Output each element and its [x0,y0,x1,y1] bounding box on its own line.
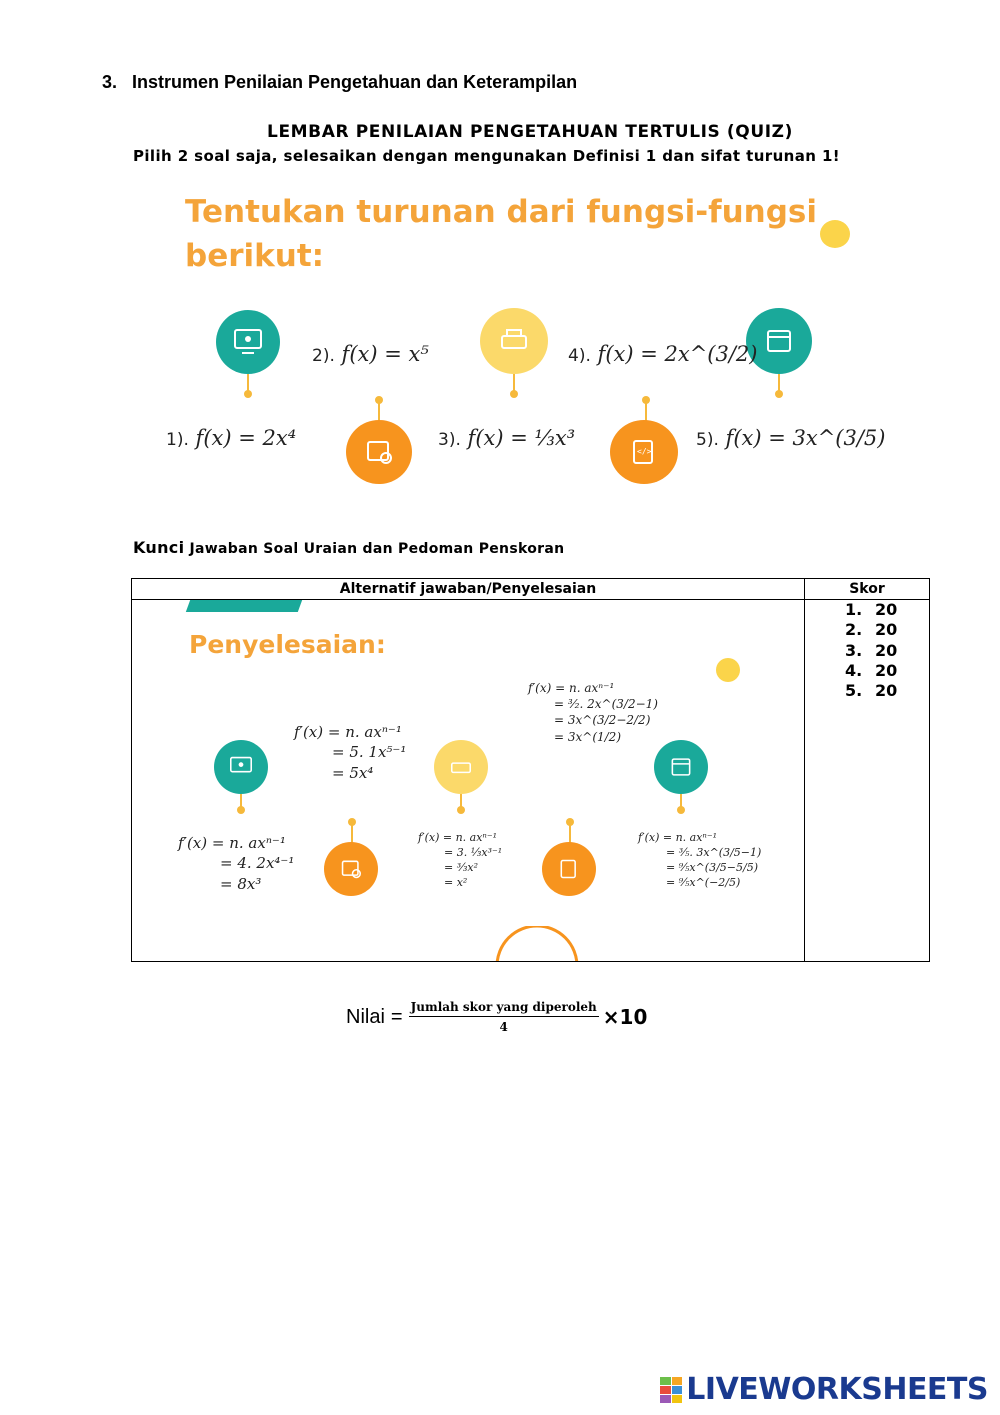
score-value: 20 [875,640,898,660]
quiz-item-2-expr: f(x) = x⁵ [341,342,429,366]
answer-table [131,578,930,962]
step-line: = 4. 2x⁴⁻¹ [220,854,295,873]
step-line: f′(x) = n. axⁿ⁻¹ [418,831,498,844]
score-number: 3. [845,640,863,660]
solution-steps-2 [294,722,406,783]
section-heading [102,72,577,93]
quiz-item-3 [438,426,575,450]
score-number: 5. [845,681,863,701]
step-line: = ⁹⁄₅x^(3/5−5/5) [666,860,758,874]
score-number: 2. [845,620,863,640]
quiz-item-3-label: 3). [438,430,461,450]
decorative-dot [716,658,740,682]
step-line: = ³⁄₃x² [444,860,478,874]
section-title: Instrumen Penilaian Pengetahuan dan Keterampilan [132,72,578,92]
score-number: 1. [845,600,863,619]
formula-denominator: 4 [499,1020,508,1034]
score-value: 20 [875,660,898,680]
step-line: = ³⁄₅. 3x^(3/5−1) [666,845,762,859]
formula-label: Nilai [346,1005,385,1028]
step-line: = 3. ⅓x³⁻¹ [444,845,503,859]
quiz-item-4-expr: f(x) = 2x^(3/2) [597,342,758,366]
solution-steps-4 [528,680,658,745]
svg-text:</>: </> [637,447,652,456]
step-line: f′(x) = n. axⁿ⁻¹ [528,681,615,695]
score-value: 20 [875,600,898,619]
sheet-title: LEMBAR PENILAIAN PENGETAHUAN TERTULIS (QUIZ) [267,122,793,142]
formula-fraction [409,1000,599,1034]
col-header-answer: Alternatif jawaban/Penyelesaian [132,579,805,600]
grading-formula [346,1000,647,1034]
score-list [805,600,929,701]
section-number: 3. [102,72,118,92]
answer-key-first-word: Kunci [133,538,185,557]
formula-multiplier: ×10 [602,1005,648,1029]
computer-network-icon [214,740,268,794]
step-line: f′(x) = n. axⁿ⁻¹ [178,834,286,852]
formula-numerator: Jumlah skor yang diperoleh [409,1000,599,1017]
col-header-score: Skor [805,579,930,600]
document-check-icon [346,420,412,484]
score-value: 20 [875,620,898,640]
document-check-icon [324,842,378,896]
instruction-text: Pilih 2 soal saja, selesaikan dengan mengunakan Definisi 1 dan sifat turunan 1! [133,147,841,165]
quiz-item-4 [568,342,757,366]
brand-text: LIVEWORKSHEETS [686,1372,988,1407]
decorative-dot [820,220,850,248]
quiz-item-2 [312,342,429,366]
quiz-infographic [150,182,886,502]
quiz-item-4-label: 4). [568,346,591,366]
computer-network-icon [216,310,280,374]
liveworksheets-logo-icon [660,1377,682,1403]
quiz-item-5-expr: f(x) = 3x^(3/5) [725,426,886,450]
answer-key-rest: Jawaban Soal Uraian dan Pedoman Penskoran [184,541,565,557]
quiz-item-2-label: 2). [312,346,335,366]
solution-cell [132,600,805,962]
formula-equals: = [390,1005,403,1028]
quiz-item-3-expr: f(x) = ⅓x³ [467,426,576,450]
score-item [845,661,929,681]
quiz-title-line1: Tentukan turunan dari fungsi-fungsi [185,194,817,230]
score-item [845,600,929,620]
quiz-item-5-label: 5). [696,430,719,450]
score-cell [805,600,930,962]
step-line: f′(x) = n. axⁿ⁻¹ [294,723,402,741]
step-line: = x² [444,875,468,889]
step-line: = 8x³ [220,874,262,893]
step-line: f′(x) = n. axⁿ⁻¹ [638,831,718,844]
step-line: = 5x⁴ [332,763,374,782]
solution-infographic [132,600,804,961]
step-line: = 3x^(1/2) [554,729,622,744]
score-value: 20 [875,681,898,701]
score-item [845,620,929,640]
score-item [845,641,929,661]
step-line: = ⁹⁄₅x^(−2/5) [666,875,741,889]
quiz-title-line2: berikut: [185,238,325,274]
printer-icon [480,308,548,374]
quiz-item-1-label: 1). [166,430,189,450]
solution-steps-1 [178,833,294,894]
calendar-icon [654,740,708,794]
liveworksheets-brand [660,1372,988,1407]
step-line: = ³⁄₂. 2x^(3/2−1) [554,697,658,712]
score-item [845,681,929,701]
quiz-title [185,190,817,278]
printer-icon [434,740,488,794]
code-file-icon [542,842,596,896]
solution-title: Penyelesaian: [189,630,386,659]
code-file-icon [610,420,678,484]
score-number: 4. [845,660,863,680]
decorative-arc [492,926,582,961]
quiz-item-1-expr: f(x) = 2x⁴ [195,426,297,450]
answer-key-heading [133,538,564,557]
solution-steps-3 [418,831,502,890]
decorative-bar [186,600,302,612]
step-line: = 3x^(3/2−2/2) [554,713,651,728]
quiz-item-5 [696,426,885,450]
quiz-item-1 [166,426,296,450]
solution-steps-5 [638,831,761,890]
step-line: = 5. 1x⁵⁻¹ [332,743,407,762]
